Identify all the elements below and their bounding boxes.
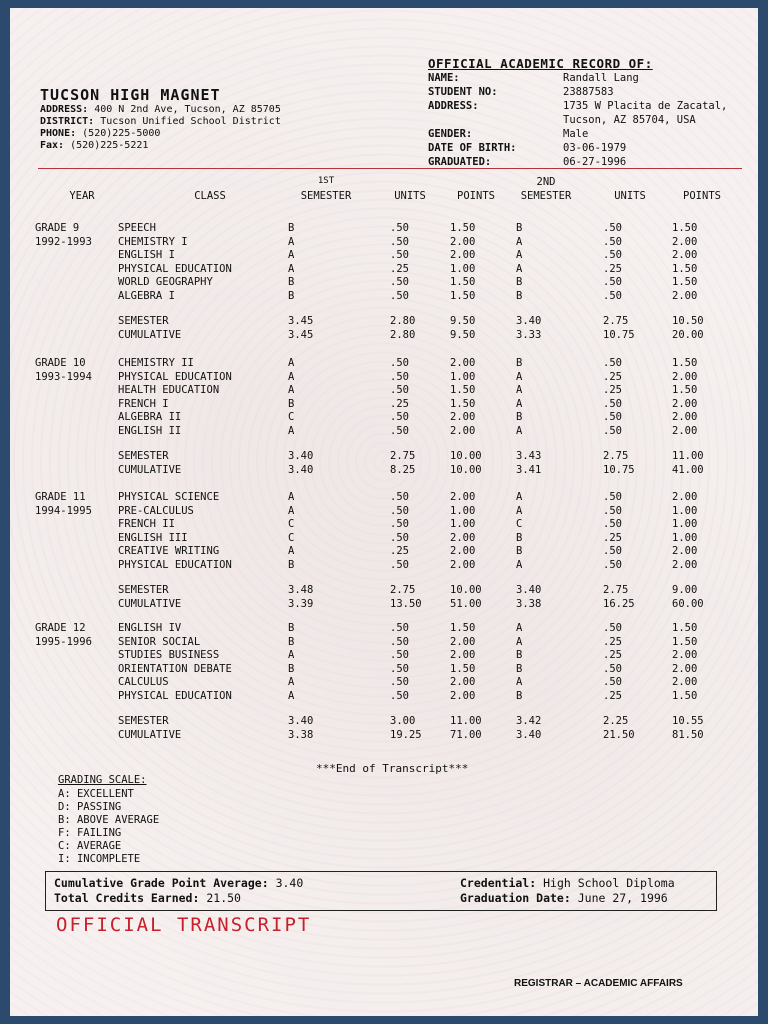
sem1-grade: A: [288, 504, 295, 517]
record-title: OFFICIAL ACADEMIC RECORD OF:: [428, 56, 653, 71]
registrar-footer: REGISTRAR – ACADEMIC AFFAIRS: [514, 978, 683, 989]
sem1-units: .50: [390, 504, 409, 517]
sem2-points: 2.00: [672, 249, 698, 261]
semester-sem1-units: 2.75: [390, 584, 416, 596]
graduated: 06-27-1996: [563, 156, 627, 168]
sem2-grade: B: [516, 276, 523, 288]
sem1-units: .50: [390, 649, 409, 661]
school-fax: [40, 140, 148, 151]
sem2-points: 2.00: [672, 411, 698, 423]
cumulative-sem1-gpa: 3.39: [288, 597, 314, 610]
sem1-grade: A: [288, 262, 295, 275]
cumulative-sem2-points: 81.50: [672, 728, 704, 741]
sem1-points: 2.00: [450, 676, 476, 688]
sem2-points: 1.50: [672, 222, 698, 234]
col-sem2: SEMESTER: [520, 190, 572, 202]
sem2-points: 2.00: [672, 649, 698, 661]
sem1-units: .25: [390, 545, 409, 557]
cumulative-label: CUMULATIVE: [118, 597, 182, 610]
gender: Male: [563, 128, 589, 140]
sem1-points: 1.00: [450, 370, 476, 383]
sem2-units: .25: [603, 384, 622, 396]
cumulative-sem1-points: 71.00: [450, 728, 482, 741]
semester-sem1-units: 2.75: [390, 450, 416, 462]
sem2-units: .50: [603, 289, 622, 302]
sem1-grade: B: [288, 622, 295, 634]
semester-sem1-units: 2.80: [390, 315, 416, 327]
grade-level: GRADE 10: [35, 357, 86, 369]
sem2-points: 1.50: [672, 276, 698, 288]
sem2-units: .50: [603, 504, 622, 517]
sem1-points: 1.00: [450, 518, 476, 530]
sem2-grade: B: [516, 689, 523, 702]
cumulative-sem1-units: 8.25: [390, 463, 416, 476]
sem2-units: .25: [603, 635, 622, 648]
sem1-points: 1.50: [450, 276, 476, 288]
sem1-units: .50: [390, 424, 409, 437]
sem1-units: .50: [390, 558, 409, 571]
sem2-units: .50: [603, 235, 622, 248]
cumulative-label: CUMULATIVE: [118, 328, 182, 341]
sem2-units: .50: [603, 676, 622, 688]
school-phone-value: (520)225-5000: [82, 128, 161, 139]
col-sem2-top: 2ND: [536, 176, 556, 188]
sem2-grade: B: [516, 662, 523, 675]
sem2-grade: A: [516, 491, 523, 503]
col-points2: POINTS: [683, 190, 721, 202]
semester-sem1-gpa: 3.40: [288, 450, 314, 462]
course-name: CHEMISTRY I: [118, 235, 188, 248]
grading-scale-item: I: INCOMPLETE: [58, 853, 141, 865]
sem1-units: .50: [390, 357, 409, 369]
grade-years: 1995-1996: [35, 635, 92, 648]
credential-label: Credential:: [460, 876, 537, 890]
sem2-points: 1.00: [672, 518, 698, 530]
cumulative-sem2-points: 41.00: [672, 463, 704, 476]
sem1-points: 1.50: [450, 397, 476, 410]
semester-sem1-points: 11.00: [450, 715, 482, 727]
semester-sem2-points: 10.55: [672, 715, 704, 727]
semester-label: SEMESTER: [118, 450, 169, 462]
sem1-points: 1.50: [450, 622, 476, 634]
sem2-points: 2.00: [672, 424, 698, 437]
cumulative-sem1-gpa: 3.40: [288, 463, 314, 476]
grad-date-label: Graduation Date:: [460, 891, 571, 905]
sem1-points: 1.00: [450, 262, 476, 275]
sem1-units: .50: [390, 518, 409, 530]
sem1-points: 2.00: [450, 424, 476, 437]
semester-sem1-gpa: 3.40: [288, 715, 314, 727]
sem2-grade: A: [516, 504, 523, 517]
sem1-units: .50: [390, 676, 409, 688]
sem2-grade: B: [516, 289, 523, 302]
sem2-units: .25: [603, 262, 622, 275]
sem1-grade: A: [288, 424, 295, 437]
school-fax-label: Fax:: [40, 140, 65, 151]
sem1-grade: A: [288, 384, 295, 396]
semester-sem2-gpa: 3.40: [516, 584, 542, 596]
course-name: FRENCH I: [118, 397, 169, 410]
col-sem1: SEMESTER: [300, 190, 352, 202]
sem1-grade: A: [288, 249, 295, 261]
course-name: PHYSICAL SCIENCE: [118, 491, 220, 503]
student-address-label: ADDRESS:: [428, 100, 479, 112]
school-fax-value: (520)225-5221: [70, 140, 149, 151]
semester-sem1-gpa: 3.45: [288, 315, 314, 327]
credits-value: 21.50: [206, 891, 241, 905]
grade-level: GRADE 9: [35, 222, 80, 234]
sem1-points: 2.00: [450, 649, 476, 661]
summary-box: [45, 871, 717, 911]
sem2-units: .25: [603, 689, 622, 702]
semester-sem2-gpa: 3.42: [516, 715, 542, 727]
sem2-grade: A: [516, 397, 523, 410]
sem2-grade: A: [516, 384, 523, 396]
cumulative-sem1-units: 13.50: [390, 597, 422, 610]
sem1-grade: B: [288, 276, 295, 288]
school-address-value: 400 N 2nd Ave, Tucson, AZ 85705: [94, 104, 281, 115]
grading-scale-item: C: AVERAGE: [58, 840, 122, 852]
course-name: ENGLISH I: [118, 249, 175, 261]
sem2-points: 2.00: [672, 289, 698, 302]
cumulative-sem2-gpa: 3.38: [516, 597, 542, 610]
sem2-grade: A: [516, 622, 523, 634]
sem1-grade: A: [288, 491, 295, 503]
student-address-line2: Tucson, AZ 85704, USA: [563, 114, 696, 126]
sem1-grade: B: [288, 222, 295, 234]
sem1-units: .50: [390, 689, 409, 702]
cumulative-sem2-gpa: 3.40: [516, 728, 542, 741]
course-name: ALGEBRA I: [118, 289, 175, 302]
name-label: NAME:: [428, 72, 460, 84]
sem2-units: .50: [603, 622, 622, 634]
sem1-units: .50: [390, 370, 409, 383]
sem2-units: .50: [603, 545, 622, 557]
sem2-points: 2.00: [672, 676, 698, 688]
sem2-points: 1.50: [672, 622, 698, 634]
course-name: SENIOR SOCIAL: [118, 635, 201, 648]
sem1-points: 1.50: [450, 289, 476, 302]
sem2-points: 2.00: [672, 491, 698, 503]
course-name: HEALTH EDUCATION: [118, 384, 220, 396]
sem2-grade: A: [516, 262, 523, 275]
semester-sem2-points: 11.00: [672, 450, 704, 462]
sem1-units: .50: [390, 249, 409, 261]
school-name: TUCSON HIGH MAGNET: [40, 86, 221, 104]
credential-line: [460, 876, 675, 890]
sem2-points: 1.00: [672, 531, 698, 544]
sem1-grade: B: [288, 558, 295, 571]
semester-sem2-units: 2.25: [603, 715, 629, 727]
semester-sem1-gpa: 3.48: [288, 584, 314, 596]
grade-level: GRADE 12: [35, 622, 86, 634]
course-name: ENGLISH II: [118, 424, 182, 437]
graduated-label: GRADUATED:: [428, 156, 492, 168]
course-name: ENGLISH III: [118, 531, 188, 544]
sem1-points: 1.50: [450, 222, 476, 234]
gpa-label: Cumulative Grade Point Average:: [54, 876, 269, 890]
gender-label: GENDER:: [428, 128, 473, 140]
cumulative-sem2-units: 10.75: [603, 328, 635, 341]
sem2-points: 1.50: [672, 357, 698, 369]
credential-value: High School Diploma: [543, 876, 675, 890]
sem1-units: .50: [390, 289, 409, 302]
school-address-label: ADDRESS:: [40, 104, 89, 115]
course-name: SPEECH: [118, 222, 156, 234]
sem2-grade: B: [516, 222, 523, 234]
school-district-value: Tucson Unified School District: [100, 116, 281, 127]
sem1-grade: A: [288, 357, 295, 369]
sem2-grade: A: [516, 676, 523, 688]
sem1-points: 2.00: [450, 531, 476, 544]
sem1-grade: B: [288, 662, 295, 675]
grad-date-line: [460, 891, 668, 905]
cumulative-sem2-gpa: 3.33: [516, 328, 542, 341]
sem2-grade: A: [516, 235, 523, 248]
sem1-grade: A: [288, 689, 295, 702]
sem2-units: .50: [603, 357, 622, 369]
sem2-grade: B: [516, 411, 523, 423]
course-name: PHYSICAL EDUCATION: [118, 262, 232, 275]
dob: 03-06-1979: [563, 142, 627, 154]
cumulative-sem2-points: 60.00: [672, 597, 704, 610]
grading-scale-item: B: ABOVE AVERAGE: [58, 814, 160, 826]
grading-scale-item: F: FAILING: [58, 827, 122, 839]
sem1-points: 2.00: [450, 545, 476, 557]
course-name: WORLD GEOGRAPHY: [118, 276, 213, 288]
sem1-units: .25: [390, 262, 409, 275]
cumulative-sem1-units: 19.25: [390, 728, 422, 741]
sem2-points: 2.00: [672, 370, 698, 383]
sem2-units: .50: [603, 411, 622, 423]
sem1-grade: C: [288, 411, 295, 423]
sem1-units: .50: [390, 662, 409, 675]
sem1-grade: B: [288, 289, 295, 302]
cumulative-sem2-units: 21.50: [603, 728, 635, 741]
cumulative-sem1-points: 51.00: [450, 597, 482, 610]
sem1-units: .50: [390, 384, 409, 396]
sem2-grade: B: [516, 545, 523, 557]
sem2-units: .25: [603, 649, 622, 661]
course-name: ORIENTATION DEBATE: [118, 662, 232, 675]
sem2-points: 2.00: [672, 662, 698, 675]
semester-sem1-points: 9.50: [450, 315, 476, 327]
gpa-value: 3.40: [275, 876, 304, 890]
sem2-units: .50: [603, 222, 622, 234]
student-address-line1: 1735 W Placita de Zacatal,: [563, 100, 728, 112]
sem2-grade: A: [516, 370, 523, 383]
sem1-grade: A: [288, 545, 295, 557]
cumulative-sem1-points: 10.00: [450, 463, 482, 476]
course-name: FRENCH II: [118, 518, 175, 530]
semester-sem2-gpa: 3.43: [516, 450, 542, 462]
sem2-grade: A: [516, 249, 523, 261]
semester-sem2-gpa: 3.40: [516, 315, 542, 327]
student-name: Randall Lang: [563, 72, 639, 84]
sem1-units: .50: [390, 622, 409, 634]
sem1-points: 2.00: [450, 235, 476, 248]
course-name: CREATIVE WRITING: [118, 545, 220, 557]
sem1-units: .50: [390, 276, 409, 288]
semester-sem1-units: 3.00: [390, 715, 416, 727]
semester-sem2-units: 2.75: [603, 315, 629, 327]
sem1-points: 2.00: [450, 491, 476, 503]
sem2-grade: A: [516, 558, 523, 571]
sem1-units: .50: [390, 531, 409, 544]
sem1-units: .50: [390, 491, 409, 503]
official-transcript-label: OFFICIAL TRANSCRIPT: [56, 914, 312, 936]
dob-label: DATE OF BIRTH:: [428, 142, 517, 154]
grad-date-value: June 27, 1996: [577, 891, 668, 905]
cumulative-label: CUMULATIVE: [118, 728, 182, 741]
end-of-transcript: ***End of Transcript***: [316, 762, 469, 775]
sem2-units: .50: [603, 249, 622, 261]
course-name: STUDIES BUSINESS: [118, 649, 220, 661]
school-phone: [40, 128, 160, 139]
sem2-grade: C: [516, 518, 523, 530]
gpa-line: [54, 876, 303, 890]
semester-sem2-points: 9.00: [672, 584, 698, 596]
course-name: PRE-CALCULUS: [118, 504, 194, 517]
school-address: [40, 104, 281, 115]
sem1-points: 2.00: [450, 411, 476, 423]
sem1-points: 2.00: [450, 249, 476, 261]
col-year: YEAR: [69, 190, 95, 202]
sem1-units: .50: [390, 222, 409, 234]
header-divider: [38, 168, 742, 169]
cumulative-sem2-gpa: 3.41: [516, 463, 542, 476]
sem1-points: 2.00: [450, 357, 476, 369]
sem1-points: 2.00: [450, 635, 476, 648]
sem2-points: 2.00: [672, 558, 698, 571]
col-class: CLASS: [194, 190, 226, 202]
semester-label: SEMESTER: [118, 584, 169, 596]
sem2-points: 2.00: [672, 397, 698, 410]
sem2-units: .25: [603, 370, 622, 383]
grading-scale-title: GRADING SCALE:: [58, 774, 147, 786]
cumulative-sem1-points: 9.50: [450, 328, 476, 341]
semester-sem2-units: 2.75: [603, 450, 629, 462]
sem1-grade: B: [288, 635, 295, 648]
sem2-units: .50: [603, 662, 622, 675]
sem1-units: .50: [390, 235, 409, 248]
grade-years: 1994-1995: [35, 504, 92, 517]
sem1-grade: C: [288, 531, 295, 544]
sem2-grade: A: [516, 424, 523, 437]
sem1-units: .50: [390, 635, 409, 648]
sem2-points: 1.50: [672, 262, 698, 275]
school-district-label: DISTRICT:: [40, 116, 95, 127]
sem1-grade: A: [288, 370, 295, 383]
grade-years: 1992-1993: [35, 235, 92, 248]
cumulative-sem2-units: 16.25: [603, 597, 635, 610]
semester-sem1-points: 10.00: [450, 584, 482, 596]
sem2-grade: A: [516, 635, 523, 648]
grading-scale-item: D: PASSING: [58, 801, 122, 813]
col-points1: POINTS: [457, 190, 495, 202]
sem2-points: 1.50: [672, 635, 698, 648]
sem1-grade: A: [288, 649, 295, 661]
sem1-grade: B: [288, 397, 295, 410]
sem2-grade: B: [516, 357, 523, 369]
sem1-units: .25: [390, 397, 409, 410]
school-phone-label: PHONE:: [40, 128, 77, 139]
course-name: PHYSICAL EDUCATION: [118, 558, 232, 571]
col-sem1-top: 1ST: [317, 176, 335, 186]
semester-label: SEMESTER: [118, 715, 169, 727]
student-no: 23887583: [563, 86, 614, 98]
sem1-grade: C: [288, 518, 295, 530]
sem2-units: .50: [603, 276, 622, 288]
sem2-units: .50: [603, 558, 622, 571]
sem2-points: 2.00: [672, 545, 698, 557]
cumulative-sem1-gpa: 3.38: [288, 728, 314, 741]
sem1-points: 2.00: [450, 689, 476, 702]
sem2-units: .50: [603, 491, 622, 503]
sem1-points: 2.00: [450, 558, 476, 571]
cumulative-sem2-units: 10.75: [603, 463, 635, 476]
sem1-points: 1.00: [450, 504, 476, 517]
course-name: ALGEBRA II: [118, 411, 182, 423]
school-district: [40, 116, 281, 127]
sem1-grade: A: [288, 676, 295, 688]
semester-sem1-points: 10.00: [450, 450, 482, 462]
course-name: CHEMISTRY II: [118, 357, 194, 369]
sem2-units: .25: [603, 531, 622, 544]
grade-level: GRADE 11: [35, 491, 86, 503]
credits-line: [54, 891, 241, 905]
cumulative-sem2-points: 20.00: [672, 328, 704, 341]
col-units2: UNITS: [614, 190, 646, 202]
sem2-points: 1.50: [672, 689, 698, 702]
course-name: CALCULUS: [118, 676, 169, 688]
semester-sem2-units: 2.75: [603, 584, 629, 596]
cumulative-sem1-gpa: 3.45: [288, 328, 314, 341]
course-name: ENGLISH IV: [118, 622, 182, 634]
semester-label: SEMESTER: [118, 315, 169, 327]
semester-sem2-points: 10.50: [672, 315, 704, 327]
sem2-points: 2.00: [672, 235, 698, 248]
sem1-units: .50: [390, 411, 409, 423]
sem1-grade: A: [288, 235, 295, 248]
sem2-units: .50: [603, 397, 622, 410]
cumulative-label: CUMULATIVE: [118, 463, 182, 476]
col-units1: UNITS: [394, 190, 426, 202]
credits-label: Total Credits Earned:: [54, 891, 200, 905]
sem1-points: 1.50: [450, 384, 476, 396]
course-name: PHYSICAL EDUCATION: [118, 689, 232, 702]
sem1-points: 1.50: [450, 662, 476, 675]
transcript-page: [10, 8, 758, 1016]
sem2-units: .50: [603, 518, 622, 530]
sem2-units: .50: [603, 424, 622, 437]
sem2-points: 1.50: [672, 384, 698, 396]
sem2-grade: B: [516, 531, 523, 544]
cumulative-sem1-units: 2.80: [390, 328, 416, 341]
sem2-grade: B: [516, 649, 523, 661]
grading-scale-item: A: EXCELLENT: [58, 788, 134, 800]
student-no-label: STUDENT NO:: [428, 86, 498, 98]
course-name: PHYSICAL EDUCATION: [118, 370, 232, 383]
sem2-points: 1.00: [672, 504, 698, 517]
grade-years: 1993-1994: [35, 370, 92, 383]
